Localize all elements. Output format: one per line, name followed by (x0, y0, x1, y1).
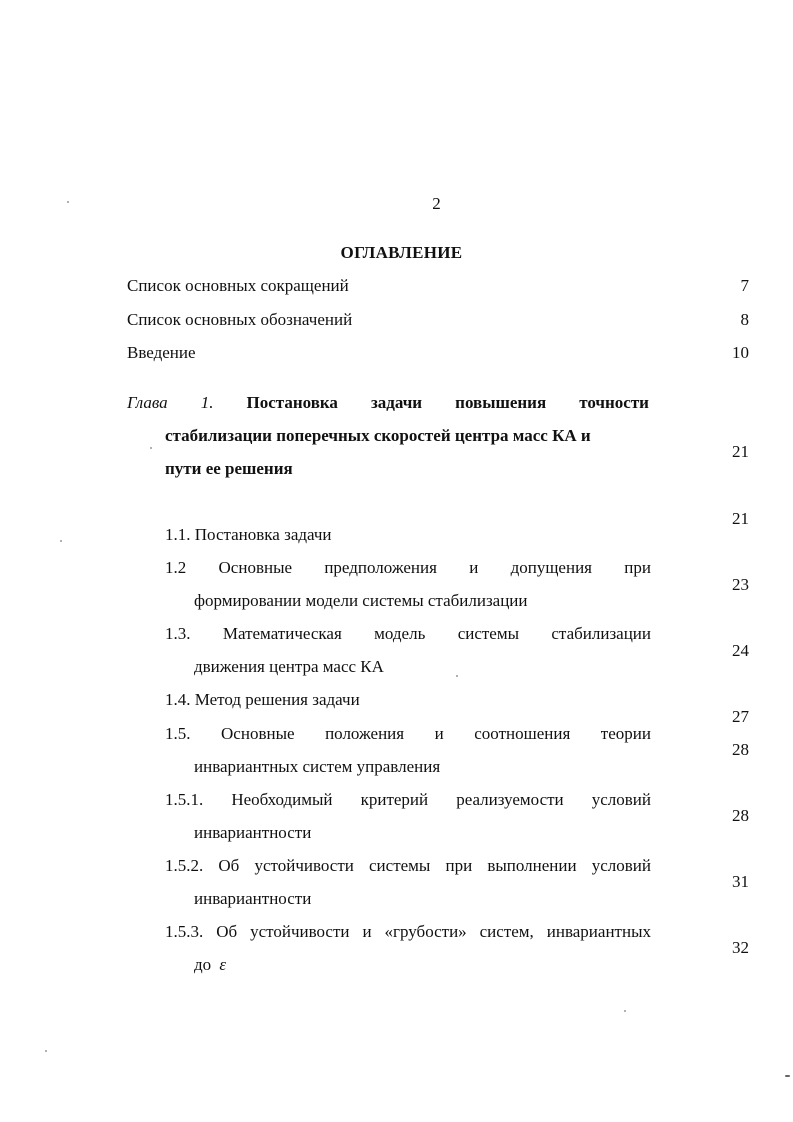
toc-entry-1-5-1-line-2: инвариантности (194, 823, 312, 842)
toc-word: Необходимый (231, 790, 333, 809)
toc-word: и (434, 724, 444, 743)
scan-speck (45, 1050, 47, 1052)
chapter-word: задачи (370, 393, 423, 412)
toc-word: 1.5.2. (165, 856, 204, 875)
scan-speck (60, 540, 62, 542)
toc-word: соотношения (474, 724, 571, 743)
toc-entry-1-2-line-1 (165, 558, 651, 578)
toc-page-1-5: 28 (732, 740, 749, 759)
scan-speck (456, 675, 458, 677)
scan-speck (624, 1010, 626, 1012)
toc-word: Об (216, 922, 238, 941)
chapter-1-heading-line-1 (127, 393, 649, 413)
toc-page-1-4: 27 (732, 707, 749, 726)
toc-word: модель (374, 624, 426, 643)
scan-speck (67, 201, 69, 203)
toc-word: предположения (324, 558, 437, 577)
toc-page-abbreviations: 7 (740, 276, 749, 295)
toc-page-1-5-3: 32 (732, 938, 749, 957)
toc-word: 1.5. (165, 724, 191, 743)
toc-word: допущения (510, 558, 592, 577)
page-number: 2 (432, 194, 441, 213)
toc-entry-1-5-line-1 (165, 724, 651, 744)
toc-word: условий (591, 790, 651, 809)
toc-page-notations: 8 (740, 310, 749, 329)
chapter-word: повышения (455, 393, 547, 412)
toc-entry-1-3-line-1 (165, 624, 651, 644)
toc-word: выполнении (487, 856, 577, 875)
toc-entry-1-5-line-2: инвариантных систем управления (194, 757, 441, 776)
scan-speck (785, 1075, 790, 1077)
toc-word: и (362, 922, 372, 941)
chapter-prefix: Глава (127, 393, 168, 412)
toc-word: положения (325, 724, 405, 743)
toc-word: и (469, 558, 479, 577)
toc-word: Об (218, 856, 240, 875)
toc-word: теории (600, 724, 651, 743)
toc-entry-1-5-3-line-1 (165, 922, 651, 942)
toc-word: «грубости» (384, 922, 467, 941)
toc-word: критерий (360, 790, 429, 809)
toc-word: 1.2 (165, 558, 187, 577)
toc-page-1-5-2: 31 (732, 872, 749, 891)
toc-entry-abbreviations: Список основных сокращений (127, 276, 349, 295)
toc-word: условий (591, 856, 651, 875)
toc-word: 1.3. (165, 624, 191, 643)
toc-entry-1-5-3-line-2 (194, 955, 226, 975)
toc-word: инвариантных (546, 922, 651, 941)
toc-word: стабилизации (551, 624, 651, 643)
toc-entry-1-4: 1.4. Метод решения задачи (165, 690, 360, 709)
toc-entry-1-5-1-line-1 (165, 790, 651, 810)
toc-entry-1-2-line-2: формировании модели системы стабилизации (194, 591, 528, 610)
toc-word: при (624, 558, 651, 577)
toc-word: устойчивости (250, 922, 350, 941)
toc-page-chapter-1: 21 (732, 442, 749, 461)
toc-page-1-5-1: 28 (732, 806, 749, 825)
toc-word: системы (457, 624, 520, 643)
toc-word: Основные (221, 724, 295, 743)
toc-page-1-1: 21 (732, 509, 749, 528)
scan-speck (150, 447, 152, 449)
chapter-word: Постановка (246, 393, 338, 412)
epsilon-symbol: ε (219, 955, 227, 974)
toc-page-1-2: 23 (732, 575, 749, 594)
toc-entry-1-5-2-line-1 (165, 856, 651, 876)
toc-entry-notations: Список основных обозначений (127, 310, 353, 329)
chapter-word: точности (579, 393, 649, 412)
toc-word: устойчивости (254, 856, 354, 875)
toc-word: систем, (479, 922, 534, 941)
toc-word: Основные (218, 558, 293, 577)
toc-word: при (445, 856, 473, 875)
chapter-1-heading-line-3: пути ее решения (165, 459, 293, 478)
toc-title: ОГЛАВЛЕНИЕ (340, 243, 463, 262)
toc-word: 1.5.1. (165, 790, 204, 809)
toc-entry-1-5-2-line-2: инвариантности (194, 889, 312, 908)
toc-entry-introduction: Введение (127, 343, 196, 362)
toc-word: до (194, 955, 212, 974)
toc-word: системы (369, 856, 431, 875)
toc-word: реализуемости (456, 790, 564, 809)
toc-page-1-3: 24 (732, 641, 749, 660)
toc-entry-1-1: 1.1. Постановка задачи (165, 525, 332, 544)
toc-word: Математическая (222, 624, 342, 643)
toc-entry-1-3-line-2: движения центра масс КА (194, 657, 384, 676)
toc-page-introduction: 10 (732, 343, 749, 362)
chapter-number: 1. (200, 393, 214, 412)
toc-word: 1.5.3. (165, 922, 204, 941)
chapter-1-heading-line-2: стабилизации поперечных скоростей центра масс КА и (165, 426, 591, 445)
